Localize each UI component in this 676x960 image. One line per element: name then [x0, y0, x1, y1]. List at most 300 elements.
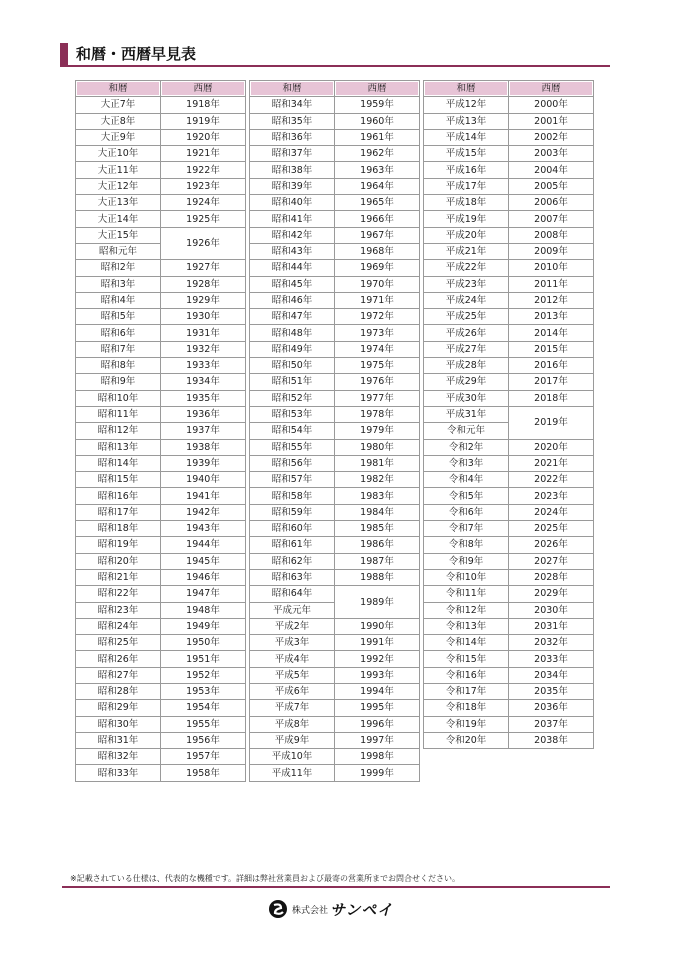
seireki-cell: 1990年	[335, 618, 420, 634]
table-row	[76, 651, 246, 667]
wareki-cell: 昭和23年	[76, 602, 161, 618]
seireki-cell: 1955年	[161, 716, 246, 732]
footer-divider	[62, 886, 610, 888]
wareki-cell: 昭和26年	[76, 651, 161, 667]
seireki-cell: 1996年	[335, 716, 420, 732]
seireki-cell: 2000年	[509, 97, 594, 113]
seireki-cell: 1968年	[335, 243, 420, 259]
wareki-cell: 令和6年	[424, 504, 509, 520]
seireki-cell: 2035年	[509, 683, 594, 699]
wareki-cell: 昭和4年	[76, 292, 161, 308]
wareki-cell: 昭和30年	[76, 716, 161, 732]
seireki-cell: 1948年	[161, 602, 246, 618]
wareki-cell: 昭和58年	[250, 488, 335, 504]
table-row	[250, 455, 420, 471]
wareki-cell: 平成25年	[424, 309, 509, 325]
table-row	[250, 504, 420, 520]
wareki-cell: 昭和57年	[250, 472, 335, 488]
table-row	[424, 178, 594, 194]
table-row	[76, 455, 246, 471]
seireki-cell: 2034年	[509, 667, 594, 683]
seireki-cell: 1953年	[161, 683, 246, 699]
wareki-cell: 昭和50年	[250, 358, 335, 374]
wareki-cell: 昭和13年	[76, 439, 161, 455]
seireki-cell: 1985年	[335, 521, 420, 537]
table-row	[250, 732, 420, 748]
seireki-cell: 1945年	[161, 553, 246, 569]
table-row	[424, 341, 594, 357]
table-row	[250, 178, 420, 194]
wareki-cell: 昭和17年	[76, 504, 161, 520]
table-row	[76, 635, 246, 651]
wareki-cell: 昭和51年	[250, 374, 335, 390]
seireki-cell: 2025年	[509, 521, 594, 537]
table-row	[424, 651, 594, 667]
wareki-cell: 昭和18年	[76, 521, 161, 537]
table-row	[424, 602, 594, 618]
wareki-cell: 昭和61年	[250, 537, 335, 553]
table-row	[76, 423, 246, 439]
seireki-cell: 1978年	[335, 406, 420, 422]
table-row	[250, 521, 420, 537]
wareki-cell: 昭和15年	[76, 472, 161, 488]
seireki-cell: 2015年	[509, 341, 594, 357]
title-bar	[60, 43, 610, 67]
wareki-cell: 平成20年	[424, 227, 509, 243]
wareki-cell: 昭和49年	[250, 341, 335, 357]
wareki-cell: 昭和19年	[76, 537, 161, 553]
wareki-cell: 昭和53年	[250, 406, 335, 422]
wareki-cell: 昭和8年	[76, 358, 161, 374]
table-row	[250, 309, 420, 325]
seireki-cell: 2032年	[509, 635, 594, 651]
table-row	[424, 146, 594, 162]
seireki-cell: 1951年	[161, 651, 246, 667]
wareki-cell: 昭和45年	[250, 276, 335, 292]
wareki-cell: 平成9年	[250, 732, 335, 748]
seireki-cell: 1936年	[161, 406, 246, 422]
seireki-cell: 1969年	[335, 260, 420, 276]
seireki-cell: 1971年	[335, 292, 420, 308]
table-row	[76, 276, 246, 292]
wareki-cell: 大正13年	[76, 195, 161, 211]
table-row	[250, 618, 420, 634]
seireki-cell: 1922年	[161, 162, 246, 178]
wareki-cell: 昭和20年	[76, 553, 161, 569]
table-row	[250, 749, 420, 765]
seireki-cell: 2019年	[509, 406, 594, 439]
table-row	[250, 553, 420, 569]
table-row	[424, 521, 594, 537]
wareki-cell: 令和15年	[424, 651, 509, 667]
seireki-cell: 1987年	[335, 553, 420, 569]
seireki-cell: 1921年	[161, 146, 246, 162]
table-row	[250, 195, 420, 211]
wareki-cell: 昭和37年	[250, 146, 335, 162]
table-row	[76, 472, 246, 488]
wareki-cell: 昭和54年	[250, 423, 335, 439]
wareki-cell: 昭和46年	[250, 292, 335, 308]
wareki-cell: 昭和14年	[76, 455, 161, 471]
table-row	[424, 211, 594, 227]
seireki-cell: 2022年	[509, 472, 594, 488]
table-row	[250, 162, 420, 178]
wareki-cell: 令和7年	[424, 521, 509, 537]
seireki-cell: 2008年	[509, 227, 594, 243]
wareki-cell: 昭和38年	[250, 162, 335, 178]
wareki-cell: 昭和55年	[250, 439, 335, 455]
table-row	[424, 504, 594, 520]
table-row	[76, 227, 246, 243]
table-row	[424, 732, 594, 748]
wareki-cell: 昭和29年	[76, 700, 161, 716]
table-row	[424, 569, 594, 585]
seireki-cell: 1947年	[161, 586, 246, 602]
table-row	[76, 586, 246, 602]
wareki-cell: 令和14年	[424, 635, 509, 651]
seireki-cell: 1933年	[161, 358, 246, 374]
seireki-cell: 1981年	[335, 455, 420, 471]
seireki-cell: 1923年	[161, 178, 246, 194]
seireki-cell: 1961年	[335, 129, 420, 145]
table-row	[76, 667, 246, 683]
seireki-cell: 1993年	[335, 667, 420, 683]
seireki-cell: 2016年	[509, 358, 594, 374]
wareki-cell: 平成元年	[250, 602, 335, 618]
seireki-cell: 1972年	[335, 309, 420, 325]
seireki-cell: 1954年	[161, 700, 246, 716]
seireki-cell: 1965年	[335, 195, 420, 211]
table-row	[76, 700, 246, 716]
wareki-cell: 昭和21年	[76, 569, 161, 585]
seireki-cell: 1919年	[161, 113, 246, 129]
table-row	[76, 716, 246, 732]
seireki-cell: 1973年	[335, 325, 420, 341]
table-row	[76, 325, 246, 341]
seireki-cell: 2023年	[509, 488, 594, 504]
wareki-cell: 平成17年	[424, 178, 509, 194]
header-seireki: 西暦	[161, 81, 246, 97]
table-row	[424, 113, 594, 129]
table-row	[76, 406, 246, 422]
wareki-cell: 令和17年	[424, 683, 509, 699]
table-row	[76, 765, 246, 781]
seireki-cell: 1934年	[161, 374, 246, 390]
seireki-cell: 2007年	[509, 211, 594, 227]
seireki-cell: 1932年	[161, 341, 246, 357]
seireki-cell: 1939年	[161, 455, 246, 471]
wareki-cell: 昭和11年	[76, 406, 161, 422]
table-header-row	[76, 81, 246, 97]
seireki-cell: 2030年	[509, 602, 594, 618]
table-row	[76, 537, 246, 553]
table-row	[424, 406, 594, 422]
table-row	[76, 146, 246, 162]
header-seireki: 西暦	[335, 81, 420, 97]
seireki-cell: 1962年	[335, 146, 420, 162]
seireki-cell: 2038年	[509, 732, 594, 748]
wareki-cell: 平成5年	[250, 667, 335, 683]
company-logo	[268, 898, 393, 920]
year-table-3	[423, 80, 594, 749]
wareki-cell: 昭和5年	[76, 309, 161, 325]
wareki-cell: 令和3年	[424, 455, 509, 471]
table-row	[250, 390, 420, 406]
header-wareki: 和暦	[250, 81, 335, 97]
wareki-cell: 昭和6年	[76, 325, 161, 341]
table-row	[424, 292, 594, 308]
table-row	[76, 162, 246, 178]
wareki-cell: 昭和39年	[250, 178, 335, 194]
seireki-cell: 1944年	[161, 537, 246, 553]
table-row	[76, 749, 246, 765]
wareki-cell: 昭和41年	[250, 211, 335, 227]
wareki-cell: 昭和24年	[76, 618, 161, 634]
seireki-cell: 1931年	[161, 325, 246, 341]
table-row	[76, 211, 246, 227]
table-row	[250, 129, 420, 145]
wareki-cell: 昭和9年	[76, 374, 161, 390]
table-row	[424, 195, 594, 211]
seireki-cell: 1960年	[335, 113, 420, 129]
title-accent-mark	[60, 43, 68, 65]
seireki-cell: 1952年	[161, 667, 246, 683]
seireki-cell: 1970年	[335, 276, 420, 292]
table-row	[250, 325, 420, 341]
seireki-cell: 1984年	[335, 504, 420, 520]
wareki-cell: 平成14年	[424, 129, 509, 145]
table-row	[424, 667, 594, 683]
seireki-cell: 1995年	[335, 700, 420, 716]
wareki-cell: 平成29年	[424, 374, 509, 390]
company-prefix: 株式会社	[292, 905, 329, 916]
seireki-cell: 2020年	[509, 439, 594, 455]
table-row	[76, 602, 246, 618]
wareki-cell: 昭和7年	[76, 341, 161, 357]
table-row	[424, 537, 594, 553]
seireki-cell: 2002年	[509, 129, 594, 145]
wareki-cell: 平成21年	[424, 243, 509, 259]
seireki-cell: 1941年	[161, 488, 246, 504]
seireki-cell: 1999年	[335, 765, 420, 781]
header-seireki: 西暦	[509, 81, 594, 97]
table-row	[250, 227, 420, 243]
seireki-cell: 2013年	[509, 309, 594, 325]
wareki-cell: 大正11年	[76, 162, 161, 178]
wareki-cell: 大正12年	[76, 178, 161, 194]
seireki-cell: 2024年	[509, 504, 594, 520]
wareki-cell: 令和19年	[424, 716, 509, 732]
wareki-cell: 令和8年	[424, 537, 509, 553]
table-row	[250, 292, 420, 308]
seireki-cell: 1974年	[335, 341, 420, 357]
wareki-cell: 大正9年	[76, 129, 161, 145]
seireki-cell: 1997年	[335, 732, 420, 748]
seireki-cell: 1975年	[335, 358, 420, 374]
wareki-cell: 平成4年	[250, 651, 335, 667]
wareki-cell: 昭和元年	[76, 243, 161, 259]
wareki-cell: 平成8年	[250, 716, 335, 732]
table-row	[424, 553, 594, 569]
seireki-cell: 2011年	[509, 276, 594, 292]
table-row	[76, 618, 246, 634]
wareki-cell: 平成22年	[424, 260, 509, 276]
seireki-cell: 1928年	[161, 276, 246, 292]
wareki-cell: 昭和47年	[250, 309, 335, 325]
table-row	[76, 569, 246, 585]
wareki-cell: 昭和56年	[250, 455, 335, 471]
wareki-cell: 平成13年	[424, 113, 509, 129]
table-row	[250, 211, 420, 227]
seireki-cell: 1963年	[335, 162, 420, 178]
seireki-cell: 1986年	[335, 537, 420, 553]
table-row	[76, 178, 246, 194]
wareki-cell: 昭和42年	[250, 227, 335, 243]
wareki-cell: 平成27年	[424, 341, 509, 357]
seireki-cell: 1950年	[161, 635, 246, 651]
wareki-cell: 令和13年	[424, 618, 509, 634]
seireki-cell: 1949年	[161, 618, 246, 634]
table-row	[424, 260, 594, 276]
seireki-cell: 1989年	[335, 586, 420, 619]
wareki-cell: 昭和63年	[250, 569, 335, 585]
table-row	[250, 406, 420, 422]
table-row	[76, 374, 246, 390]
wareki-cell: 令和9年	[424, 553, 509, 569]
wareki-cell: 昭和31年	[76, 732, 161, 748]
seireki-cell: 1959年	[335, 97, 420, 113]
wareki-cell: 平成7年	[250, 700, 335, 716]
seireki-cell: 1977年	[335, 390, 420, 406]
wareki-cell: 昭和28年	[76, 683, 161, 699]
wareki-cell: 令和2年	[424, 439, 509, 455]
seireki-cell: 1918年	[161, 97, 246, 113]
wareki-cell: 平成2年	[250, 618, 335, 634]
table-row	[76, 292, 246, 308]
seireki-cell: 2001年	[509, 113, 594, 129]
wareki-cell: 昭和52年	[250, 390, 335, 406]
seireki-cell: 1925年	[161, 211, 246, 227]
table-row	[424, 618, 594, 634]
table-row	[424, 488, 594, 504]
header-wareki: 和暦	[424, 81, 509, 97]
table-row	[76, 358, 246, 374]
wareki-cell: 昭和10年	[76, 390, 161, 406]
table-row	[76, 732, 246, 748]
wareki-cell: 平成19年	[424, 211, 509, 227]
table-row	[424, 97, 594, 113]
table-row	[250, 423, 420, 439]
table-row	[250, 700, 420, 716]
wareki-cell: 昭和25年	[76, 635, 161, 651]
wareki-cell: 昭和64年	[250, 586, 335, 602]
wareki-cell: 令和10年	[424, 569, 509, 585]
seireki-cell: 2027年	[509, 553, 594, 569]
seireki-cell: 1976年	[335, 374, 420, 390]
seireki-cell: 1937年	[161, 423, 246, 439]
wareki-cell: 平成18年	[424, 195, 509, 211]
wareki-cell: 昭和59年	[250, 504, 335, 520]
seireki-cell: 1957年	[161, 749, 246, 765]
seireki-cell: 1956年	[161, 732, 246, 748]
table-row	[76, 260, 246, 276]
seireki-cell: 1930年	[161, 309, 246, 325]
wareki-cell: 昭和12年	[76, 423, 161, 439]
seireki-cell: 1982年	[335, 472, 420, 488]
table-row	[250, 146, 420, 162]
wareki-cell: 大正15年	[76, 227, 161, 243]
wareki-cell: 昭和62年	[250, 553, 335, 569]
table-row	[250, 667, 420, 683]
wareki-cell: 令和5年	[424, 488, 509, 504]
wareki-cell: 平成12年	[424, 97, 509, 113]
wareki-cell: 令和20年	[424, 732, 509, 748]
wareki-cell: 昭和33年	[76, 765, 161, 781]
table-row	[250, 260, 420, 276]
wareki-cell: 昭和27年	[76, 667, 161, 683]
wareki-cell: 平成24年	[424, 292, 509, 308]
table-row	[76, 97, 246, 113]
table-row	[76, 553, 246, 569]
seireki-cell: 2033年	[509, 651, 594, 667]
wareki-cell: 平成15年	[424, 146, 509, 162]
wareki-cell: 昭和2年	[76, 260, 161, 276]
wareki-cell: 平成23年	[424, 276, 509, 292]
table-row	[250, 358, 420, 374]
table-row	[76, 129, 246, 145]
table-row	[250, 586, 420, 602]
table-row	[76, 683, 246, 699]
wareki-cell: 平成10年	[250, 749, 335, 765]
table-row	[424, 358, 594, 374]
wareki-cell: 令和12年	[424, 602, 509, 618]
wareki-cell: 令和11年	[424, 586, 509, 602]
company-name: サンペイ	[330, 900, 394, 919]
table-row	[250, 537, 420, 553]
wareki-cell: 昭和34年	[250, 97, 335, 113]
wareki-cell: 令和18年	[424, 700, 509, 716]
wareki-cell: 令和16年	[424, 667, 509, 683]
table-row	[424, 325, 594, 341]
table-row	[424, 455, 594, 471]
seireki-cell: 1935年	[161, 390, 246, 406]
table-row	[424, 472, 594, 488]
table-row	[76, 195, 246, 211]
table-row	[250, 569, 420, 585]
table-row	[76, 113, 246, 129]
wareki-cell: 大正10年	[76, 146, 161, 162]
table-row	[76, 521, 246, 537]
seireki-cell: 2018年	[509, 390, 594, 406]
wareki-cell: 昭和16年	[76, 488, 161, 504]
table-row	[250, 439, 420, 455]
table-row	[76, 341, 246, 357]
table-row	[76, 390, 246, 406]
seireki-cell: 2010年	[509, 260, 594, 276]
seireki-cell: 1980年	[335, 439, 420, 455]
seireki-cell: 1946年	[161, 569, 246, 585]
table-row	[424, 683, 594, 699]
wareki-cell: 昭和60年	[250, 521, 335, 537]
seireki-cell: 2003年	[509, 146, 594, 162]
wareki-cell: 平成30年	[424, 390, 509, 406]
wareki-cell: 昭和40年	[250, 195, 335, 211]
wareki-cell: 平成26年	[424, 325, 509, 341]
seireki-cell: 2017年	[509, 374, 594, 390]
wareki-cell: 昭和43年	[250, 243, 335, 259]
seireki-cell: 1964年	[335, 178, 420, 194]
table-row	[250, 243, 420, 259]
